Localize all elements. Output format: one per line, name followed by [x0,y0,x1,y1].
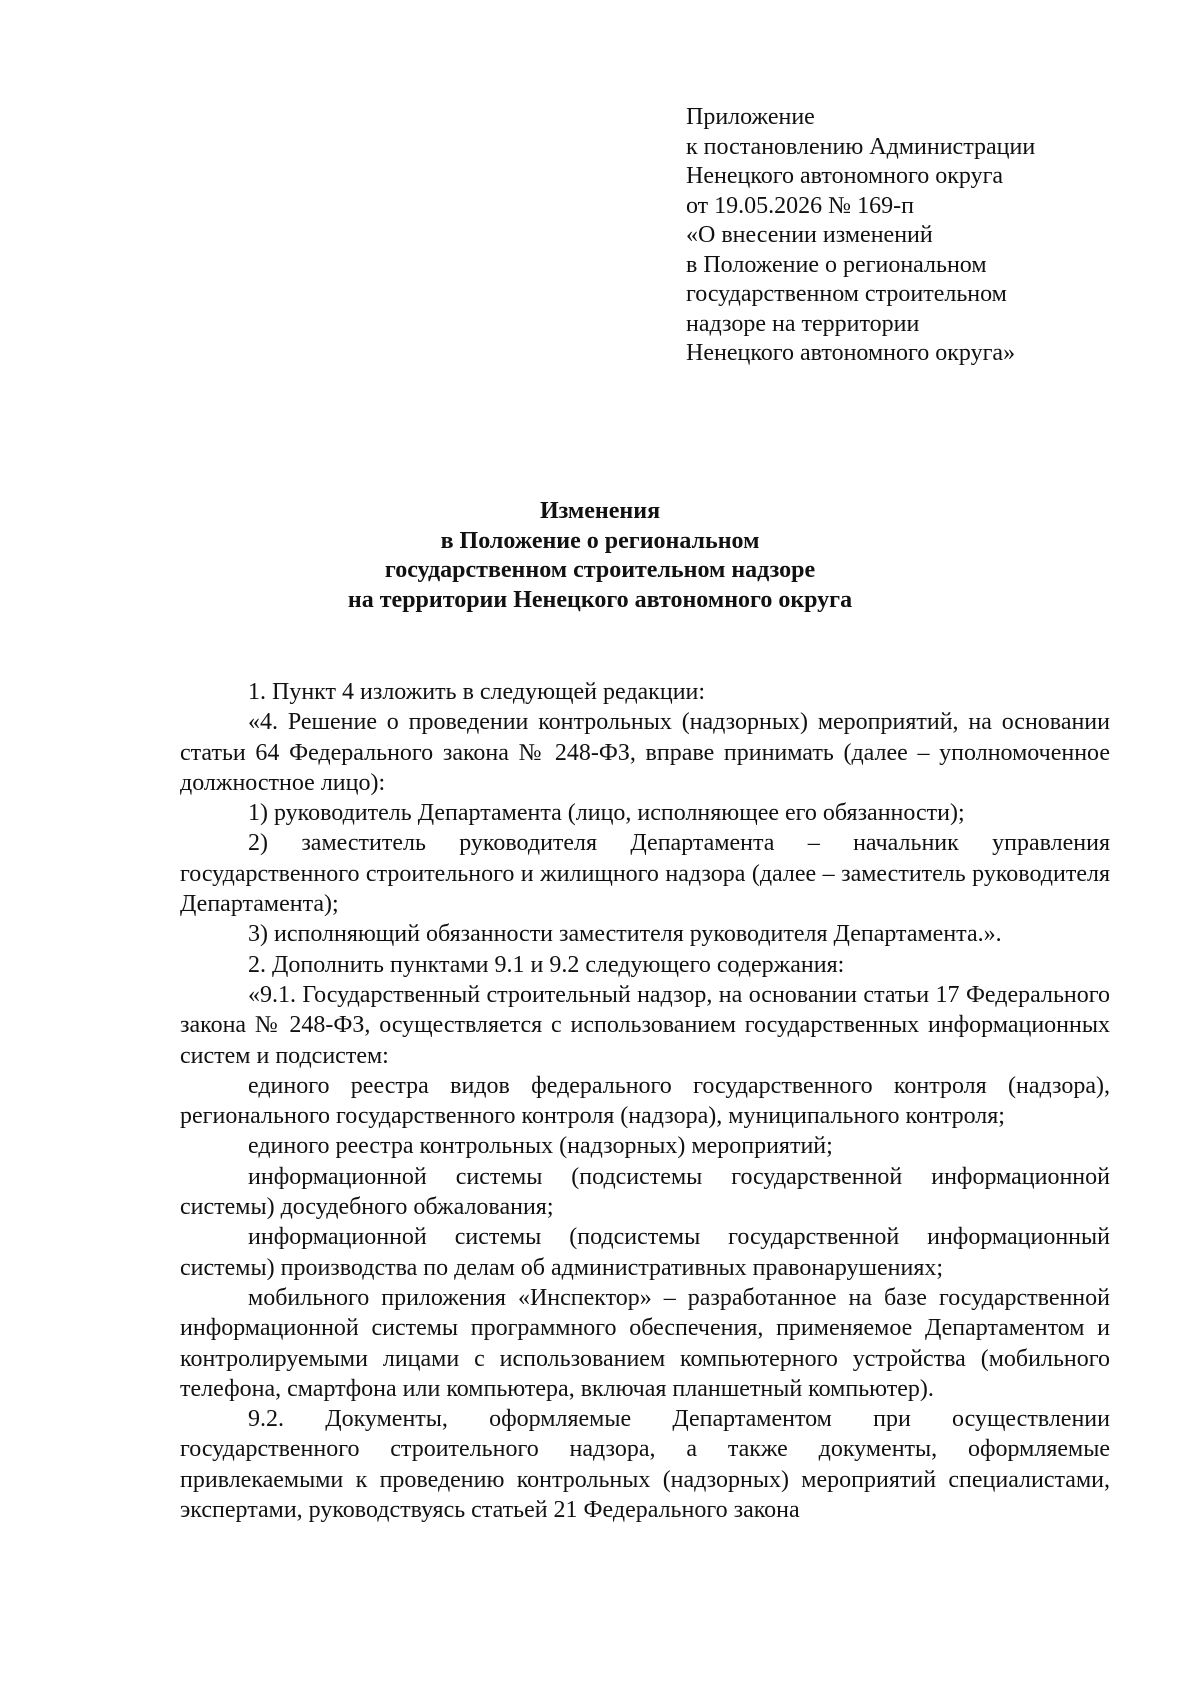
paragraph: 9.2. Документы, оформляемые Департаментом при осуществлении государственного строительного надзора, а также документы, оформляемые привлекаемыми к проведению контрольных (надзорных) мероприятий специалистами, экспертами, руководствуясь статьей 21 Федерального закона [180,1406,1110,1524]
title-line: на территории Ненецкого автономного округа [347,586,853,613]
paragraph: 1) руководитель Департамента (лицо, исполняющее его обязанности); [248,800,965,827]
paragraph: единого реестра видов федерального государственного контроля (надзора), регионального государственного контроля (надзора), муниципального контроля; [180,1072,1110,1130]
paragraph: информационной системы (подсистемы государственной информационный системы) производства по делам об административных правонарушениях; [180,1224,1110,1281]
paragraph: «9.1. Государственный строительный надзор, на основании статьи 17 Федерального закона № 248-ФЗ, осуществляется с использованием государственных информационных систем и подсистем: [180,981,1110,1069]
appendix-line: «О внесении изменений [686,222,933,248]
paragraph: 2. Дополнить пунктами 9.1 и 9.2 следующего содержания: [248,951,845,978]
paragraph: единого реестра контрольных (надзорных) мероприятий; [248,1133,833,1160]
appendix-line: Приложение [686,104,815,130]
paragraph: 2) заместитель руководителя Департамента – начальник управления государственного строительного и жилищного надзора (далее – заместитель руководителя Департамента); [180,830,1110,918]
appendix-line: государственном строительном [686,281,1007,307]
paragraph: мобильного приложения «Инспектор» – разработанное на базе государственной информационной системы программного обеспечения, применяемое Департаментом и контролируемыми лицами с использованием компьютерного устройства (мобильного телефона, смартфона или компьютера, включая планшетный компьютер). [180,1284,1110,1402]
title-line: Изменения [539,498,661,524]
appendix-line: к постановлению Администрации [686,133,1036,160]
appendix-line: от 19.05.2026 № 169-п [686,192,914,219]
appendix-line: в Положение о региональном [686,251,987,278]
document-body [180,677,1110,1525]
paragraph: 3) исполняющий обязанности заместителя руководителя Департамента.». [248,921,1002,948]
appendix-line: Ненецкого автономного округа» [686,340,1016,366]
appendix-line: Ненецкого автономного округа [686,163,1004,189]
paragraph: 1. Пункт 4 изложить в следующей редакции: [248,679,706,705]
paragraph: информационной системы (подсистемы государственной информационной системы) досудебного обжалования; [180,1163,1110,1221]
paragraph: «4. Решение о проведении контрольных (надзорных) мероприятий, на основании статьи 64 Федерального закона № 248-ФЗ, вправе принимать (далее – уполномоченное должностное лицо): [180,709,1110,796]
title-line: в Положение о региональном [440,527,760,554]
appendix-block [686,103,1156,369]
appendix-line: надзоре на территории [686,310,920,337]
title-line: государственном строительном надзоре [384,557,816,583]
document-title [150,497,1050,615]
